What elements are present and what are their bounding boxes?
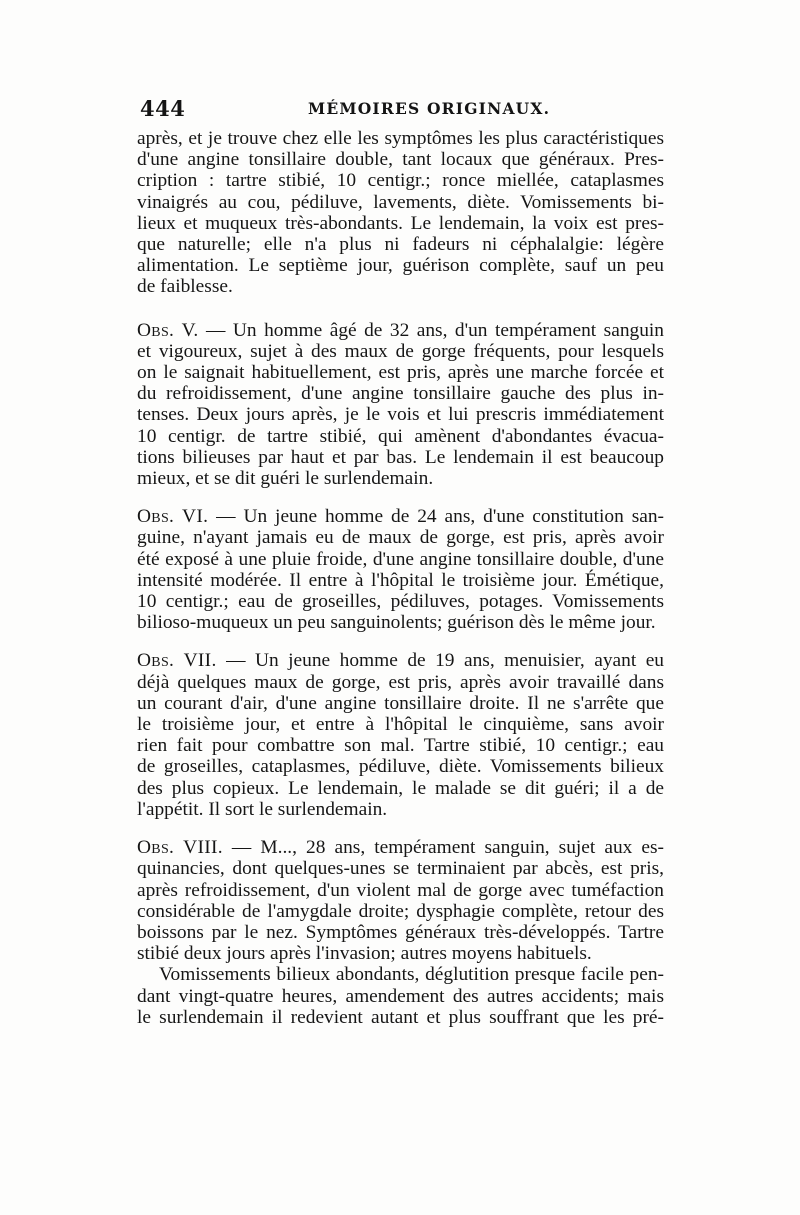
text-line: considérable de l'amygdale droite; dysphagie complète, retour des: [137, 900, 664, 922]
text-line: le surlendemain il redevient autant et plus souffrant que les pré-: [137, 1006, 664, 1028]
text-line: boissons par le nez. Symptômes généraux très-développés. Tartre: [137, 921, 664, 943]
observation-label: Obs. VII.: [137, 650, 217, 672]
text-line: 10 centigr.; eau de groseilles, pédiluves, potages. Vomissements: [137, 591, 664, 613]
text-line: après refroidissement, d'un violent mal de gorge avec tuméfaction: [137, 879, 664, 901]
text-run: — M..., 28 ans, tempérament sanguin, sujet aux es-: [222, 837, 664, 859]
text-run: — Un homme âgé de 32 ans, d'un tempérament sanguin: [198, 319, 664, 341]
observation-6: [137, 506, 664, 633]
text-line: on le saignait habituellement, est pris, après une marche forcée et: [137, 362, 664, 384]
text-line: rien fait pour combattre son mal. Tartre stibié, 10 centigr.; eau: [137, 735, 664, 757]
text-line: des plus copieux. Le lendemain, le malade se dit guéri; il a de: [137, 777, 664, 799]
text-line: de groseilles, cataplasmes, pédiluve, diète. Vomissements bilieux: [137, 756, 664, 778]
text-line: cription : tartre stibié, 10 centigr.; ronce miellée, cataplasmes: [137, 170, 664, 192]
observation-5: [137, 320, 664, 490]
text-line: lieux et muqueux très-abondants. Le lendemain, la voix est pres-: [137, 212, 664, 234]
text-line: bilioso-muqueux un peu sanguinolents; guérison dès le même jour.: [137, 612, 656, 634]
text-line: [137, 320, 664, 341]
page-number: 444: [140, 96, 186, 121]
running-title: MÉMOIRES ORIGINAUX.: [308, 99, 551, 118]
text-line: le troisième jour, et entre à l'hôpital le cinquième, sans avoir: [137, 714, 664, 736]
body-text: [137, 128, 664, 1028]
text-line: dant vingt-quatre heures, amendement des autres accidents; mais: [137, 985, 664, 1007]
text-line: [137, 650, 664, 671]
text-run: — Un jeune homme de 24 ans, d'une constitution san-: [208, 506, 664, 528]
text-line: vinaigrés au cou, pédiluve, lavements, diète. Vomissements bi-: [137, 191, 664, 213]
text-run: — Un jeune homme de 19 ans, menuisier, ayant eu: [216, 650, 665, 672]
text-line: du refroidissement, d'une angine tonsillaire gauche des plus in-: [137, 383, 664, 405]
text-line: [137, 837, 664, 858]
text-line: de faiblesse.: [137, 276, 233, 298]
text-line: tions bilieuses par haut et par bas. Le lendemain il est beaucoup: [137, 446, 664, 468]
text-line: d'une angine tonsillaire double, tant locaux que généraux. Pres-: [137, 149, 664, 171]
text-line: alimentation. Le septième jour, guérison complète, sauf un peu: [137, 255, 664, 277]
page-header: [140, 96, 664, 126]
text-line: [137, 506, 664, 527]
text-line: un courant d'air, d'une angine tonsillaire droite. Il ne s'arrête que: [137, 692, 664, 714]
observation-8: [137, 837, 664, 964]
text-line: tenses. Deux jours après, je le vois et lui prescris immédiatement: [137, 404, 664, 426]
text-line: guine, n'ayant jamais eu de maux de gorge, est pris, après avoir: [137, 527, 664, 549]
text-line: l'appétit. Il sort le surlendemain.: [137, 798, 388, 820]
text-line: 10 centigr. de tartre stibié, qui amènent d'abondantes évacua-: [137, 425, 664, 447]
observation-7: [137, 650, 664, 820]
paragraph-continuation: [137, 128, 664, 298]
text-line: Vomissements bilieux abondants, déglutition presque facile pen-: [159, 964, 664, 986]
text-line: après, et je trouve chez elle les symptômes les plus caractéristiques: [137, 128, 664, 149]
observation-label: Obs. VIII.: [137, 837, 223, 859]
text-line: déjà quelques maux de gorge, est pris, après avoir travaillé dans: [137, 671, 664, 693]
text-line: et vigoureux, sujet à des maux de gorge fréquents, pour lesquels: [137, 340, 664, 362]
observation-8-continuation: [137, 964, 664, 1028]
text-line: que naturelle; elle n'a plus ni fadeurs ni céphalalgie: légère: [137, 234, 664, 256]
text-line: été exposé à une pluie froide, d'une angine tonsillaire double, d'une: [137, 548, 664, 570]
observation-label: Obs. V.: [137, 319, 199, 341]
text-line: intensité modérée. Il entre à l'hôpital le troisième jour. Émétique,: [137, 569, 664, 591]
text-line: stibié deux jours après l'invasion; autres moyens habituels.: [137, 943, 592, 965]
text-line: mieux, et se dit guéri le surlendemain.: [137, 468, 434, 490]
text-line: quinancies, dont quelques-unes se terminaient par abcès, est pris,: [137, 858, 664, 880]
observation-label: Obs. VI.: [137, 506, 209, 528]
